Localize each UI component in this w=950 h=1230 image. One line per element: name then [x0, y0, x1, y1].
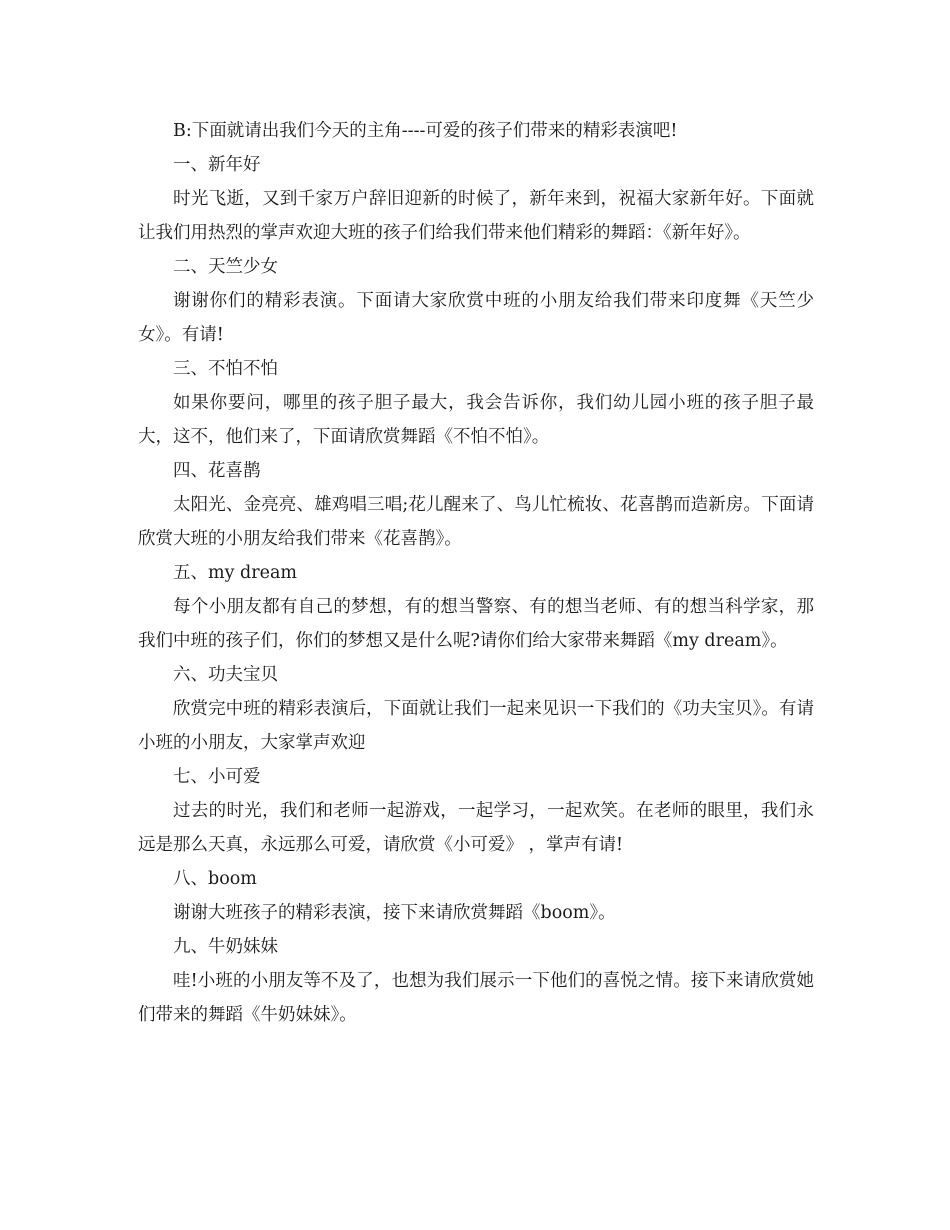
section-body-1: 时光飞逝，又到千家万户辞旧迎新的时候了，新年来到，祝福大家新年好。下面就让我们用热烈的掌声欢迎大班的孩子们给我们带来他们精彩的舞蹈：《新年好》。 — [138, 189, 814, 243]
section-body-2: 谢谢你们的精彩表演。下面请大家欣赏中班的小朋友给我们带来印度舞《天竺少女》。有请! — [138, 291, 814, 345]
intro-paragraph: B:下面就请出我们今天的主角----可爱的孩子们带来的精彩表演吧! — [173, 121, 678, 141]
document-body — [138, 114, 814, 1032]
section-body-7: 过去的时光，我们和老师一起游戏，一起学习，一起欢笑。在老师的眼里，我们永远是那么天真，永远那么可爱，请欣赏《小可爱》 ，掌声有请! — [138, 801, 814, 855]
section-heading-2: 二、天竺少女 — [173, 257, 278, 277]
section-heading-5: 五、my dream — [173, 563, 297, 583]
section-body-9: 哇!小班的小朋友等不及了，也想为我们展示一下他们的喜悦之情。接下来请欣赏她们带来的舞蹈《牛奶妹妹》。 — [138, 971, 814, 1025]
section-heading-7: 七、小可爱 — [173, 767, 261, 787]
section-heading-8: 八、boom — [173, 869, 257, 889]
section-body-5: 每个小朋友都有自己的梦想，有的想当警察、有的想当老师、有的想当科学家，那我们中班的孩子们，你们的梦想又是什么呢?请你们给大家带来舞蹈《my dream》。 — [138, 597, 814, 651]
section-heading-4: 四、花喜鹊 — [173, 461, 261, 481]
section-heading-1: 一、新年好 — [173, 155, 261, 175]
section-heading-6: 六、功夫宝贝 — [173, 665, 278, 685]
section-body-6: 欣赏完中班的精彩表演后，下面就让我们一起来见识一下我们的《功夫宝贝》。有请小班的小朋友，大家掌声欢迎 — [138, 699, 814, 753]
section-heading-9: 九、牛奶妹妹 — [173, 937, 278, 957]
section-body-3: 如果你要问，哪里的孩子胆子最大，我会告诉你，我们幼儿园小班的孩子胆子最大，这不，他们来了，下面请欣赏舞蹈《不怕不怕》。 — [138, 393, 814, 447]
section-body-4: 太阳光、金亮亮、雄鸡唱三唱;花儿醒来了、鸟儿忙梳妆、花喜鹊而造新房。下面请欣赏大班的小朋友给我们带来《花喜鹊》。 — [138, 495, 814, 549]
section-heading-3: 三、不怕不怕 — [173, 359, 278, 379]
section-body-8: 谢谢大班孩子的精彩表演，接下来请欣赏舞蹈《boom》。 — [173, 903, 616, 923]
